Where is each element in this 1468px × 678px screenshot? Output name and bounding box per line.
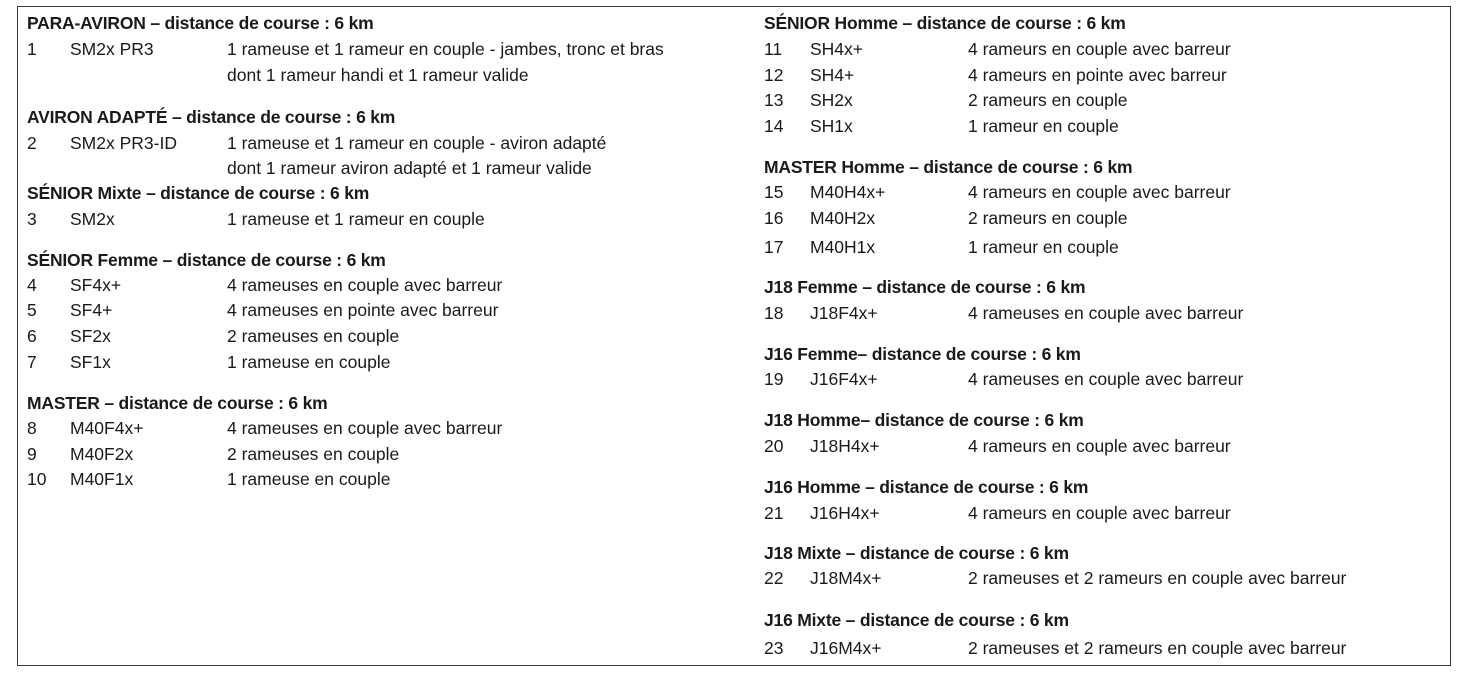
- race-number: 10: [27, 469, 47, 489]
- race-description: 1 rameuse et 1 rameur en couple - aviron adapté: [227, 133, 607, 153]
- race-number: 19: [764, 369, 784, 389]
- race-description: 1 rameuse en couple: [227, 352, 391, 372]
- race-code: SH4+: [810, 65, 855, 85]
- race-code: SF4x+: [70, 275, 122, 295]
- race-description: 2 rameuses en couple: [227, 326, 400, 346]
- section-title-para-aviron: PARA-AVIRON – distance de course : 6 km: [27, 13, 374, 33]
- race-number: 2: [27, 133, 37, 153]
- race-description-continued: dont 1 rameur aviron adapté et 1 rameur valide: [227, 158, 592, 178]
- section-title-senior-mixte: SÉNIOR Mixte – distance de course : 6 km: [27, 183, 370, 203]
- race-code: SF2x: [70, 326, 111, 346]
- race-description: 4 rameurs en couple avec barreur: [968, 39, 1231, 59]
- section-title-j18-femme: J18 Femme – distance de course : 6 km: [764, 277, 1086, 297]
- race-number: 3: [27, 209, 37, 229]
- race-description: 4 rameuses en couple avec barreur: [968, 303, 1244, 323]
- race-code: M40F1x: [70, 469, 134, 489]
- race-description: 2 rameurs en couple: [968, 208, 1128, 228]
- race-description: 2 rameurs en couple: [968, 90, 1128, 110]
- race-description: 1 rameur en couple: [968, 116, 1119, 136]
- race-description: 4 rameurs en pointe avec barreur: [968, 65, 1227, 85]
- race-number: 16: [764, 208, 784, 228]
- race-number: 5: [27, 300, 37, 320]
- race-number: 1: [27, 39, 37, 59]
- race-code: SF1x: [70, 352, 111, 372]
- race-description: 4 rameuses en pointe avec barreur: [227, 300, 499, 320]
- race-code: M40H4x+: [810, 182, 886, 202]
- race-code: SH4x+: [810, 39, 864, 59]
- race-number: 8: [27, 418, 37, 438]
- section-title-master-homme: MASTER Homme – distance de course : 6 km: [764, 157, 1133, 177]
- race-code: J16F4x+: [810, 369, 878, 389]
- section-title-master: MASTER – distance de course : 6 km: [27, 393, 328, 413]
- race-number: 6: [27, 326, 37, 346]
- race-code: M40F2x: [70, 444, 134, 464]
- race-description: 1 rameur en couple: [968, 237, 1119, 257]
- race-number: 15: [764, 182, 784, 202]
- race-number: 11: [764, 39, 783, 59]
- race-number: 20: [764, 436, 784, 456]
- race-code: M40H2x: [810, 208, 876, 228]
- race-code: SF4+: [70, 300, 113, 320]
- race-code: J18F4x+: [810, 303, 878, 323]
- race-number: 9: [27, 444, 37, 464]
- race-code: SM2x PR3: [70, 39, 154, 59]
- race-code: J18H4x+: [810, 436, 880, 456]
- race-number: 18: [764, 303, 784, 323]
- race-description: 1 rameuse en couple: [227, 469, 391, 489]
- section-title-j16-femme: J16 Femme– distance de course : 6 km: [764, 344, 1081, 364]
- race-code: J16H4x+: [810, 503, 880, 523]
- race-description: 4 rameurs en couple avec barreur: [968, 436, 1231, 456]
- race-number: 14: [764, 116, 784, 136]
- race-description: 4 rameurs en couple avec barreur: [968, 503, 1231, 523]
- race-description: 4 rameuses en couple avec barreur: [968, 369, 1244, 389]
- section-title-j18-mixte: J18 Mixte – distance de course : 6 km: [764, 543, 1069, 563]
- race-code: SM2x PR3-ID: [70, 133, 177, 153]
- race-number: 4: [27, 275, 37, 295]
- section-title-j16-homme: J16 Homme – distance de course : 6 km: [764, 477, 1089, 497]
- race-code: M40F4x+: [70, 418, 144, 438]
- section-title-j16-mixte: J16 Mixte – distance de course : 6 km: [764, 610, 1069, 630]
- section-title-senior-femme: SÉNIOR Femme – distance de course : 6 km: [27, 250, 386, 270]
- race-description: 2 rameuses et 2 rameurs en couple avec barreur: [968, 568, 1347, 588]
- race-description: 4 rameurs en couple avec barreur: [968, 182, 1231, 202]
- race-description: 4 rameuses en couple avec barreur: [227, 418, 503, 438]
- race-number: 23: [764, 638, 784, 658]
- race-number: 22: [764, 568, 784, 588]
- section-title-aviron-adapte: AVIRON ADAPTÉ – distance de course : 6 km: [27, 107, 396, 127]
- race-code: J16M4x+: [810, 638, 882, 658]
- race-code: SM2x: [70, 209, 115, 229]
- race-number: 21: [764, 503, 784, 523]
- race-code: SH1x: [810, 116, 853, 136]
- race-description-continued: dont 1 rameur handi et 1 rameur valide: [227, 65, 529, 85]
- race-number: 12: [764, 65, 784, 85]
- race-code: J18M4x+: [810, 568, 882, 588]
- race-description: 1 rameuse et 1 rameur en couple - jambes, tronc et bras: [227, 39, 664, 59]
- race-number: 13: [764, 90, 784, 110]
- race-description: 2 rameuses en couple: [227, 444, 400, 464]
- race-code: SH2x: [810, 90, 853, 110]
- section-title-j18-homme: J18 Homme– distance de course : 6 km: [764, 410, 1084, 430]
- race-description: 4 rameuses en couple avec barreur: [227, 275, 503, 295]
- race-description: 2 rameuses et 2 rameurs en couple avec barreur: [968, 638, 1347, 658]
- race-number: 7: [27, 352, 37, 372]
- race-code: M40H1x: [810, 237, 876, 257]
- section-title-senior-homme: SÉNIOR Homme – distance de course : 6 km: [764, 13, 1126, 33]
- race-description: 1 rameuse et 1 rameur en couple: [227, 209, 485, 229]
- race-number: 17: [764, 237, 784, 257]
